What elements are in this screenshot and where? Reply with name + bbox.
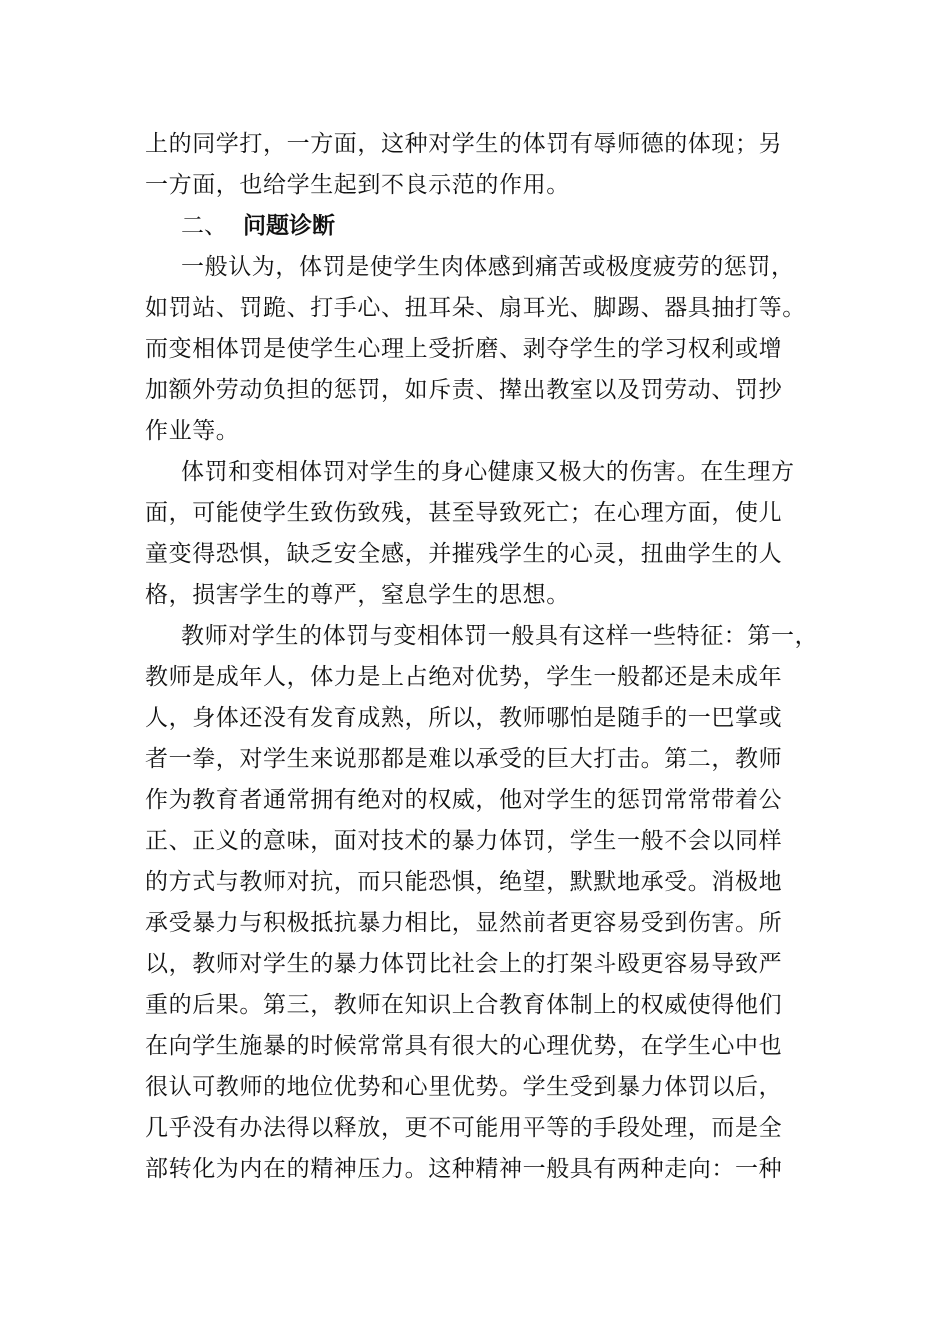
body-text-line: 加额外劳动负担的惩罚，如斥责、撵出教室以及罚劳动、罚抄 [145,377,783,403]
body-text-line: 部转化为内在的精神压力。这种精神一般具有两种走向：一种 [145,1156,783,1182]
body-text-line: 以，教师对学生的暴力体罚比社会上的打架斗殴更容易导致严 [145,951,783,977]
body-text-line: 作业等。 [145,418,240,444]
body-text-line: 几乎没有办法得以释放，更不可能用平等的手段处理，而是全 [145,1115,783,1141]
body-text-line: 童变得恐惧，缺乏安全感，并摧残学生的心灵，扭曲学生的人 [145,541,783,567]
body-text-line: 很认可教师的地位优势和心里优势。学生受到暴力体罚以后， [145,1074,783,1100]
body-text-line: 一方面，也给学生起到不良示范的作用。 [145,172,570,198]
body-text-line: 重的后果。第三，教师在知识上合教育体制上的权威使得他们 [145,992,783,1018]
body-text-line: 的方式与教师对抗，而只能恐惧，绝望，默默地承受。消极地 [145,869,783,895]
body-text-line: 如罚站、罚跪、打手心、扭耳朵、扇耳光、脚踢、器具抽打等。 [145,295,806,321]
section-heading [181,209,335,243]
body-text-line: 者一拳，对学生来说那都是难以承受的巨大打击。第二，教师 [145,746,783,772]
section-number: 二、 [181,213,227,239]
body-text-line: 上的同学打，一方面，这种对学生的体罚有辱师德的体现；另 [145,131,783,157]
section-title: 问题诊断 [243,213,335,239]
body-text-line: 作为教育者通常拥有绝对的权威，他对学生的惩罚常常带着公 [145,787,783,813]
body-text-line: 体罚和变相体罚对学生的身心健康又极大的伤害。在生理方 [181,459,795,485]
body-text-line: 正、正义的意味，面对技术的暴力体罚，学生一般不会以同样 [145,828,783,854]
body-text-line: 格，损害学生的尊严，窒息学生的思想。 [145,582,570,608]
body-text-line: 一般认为，体罚是使学生肉体感到痛苦或极度疲劳的惩罚， [181,254,795,280]
body-text-line: 人，身体还没有发育成熟，所以，教师哪怕是随手的一巴掌或 [145,705,783,731]
body-text-line: 而变相体罚是使学生心理上受折磨、剥夺学生的学习权利或增 [145,336,783,362]
body-text-line: 教师是成年人，体力是上占绝对优势，学生一般都还是未成年 [145,664,783,690]
body-text-line: 在向学生施暴的时候常常具有很大的心理优势，在学生心中也 [145,1033,783,1059]
body-text-line: 承受暴力与积极抵抗暴力相比，显然前者更容易受到伤害。所 [145,910,783,936]
body-text-line: 教师对学生的体罚与变相体罚一般具有这样一些特征：第一， [181,623,819,649]
body-text-line: 面，可能使学生致伤致残，甚至导致死亡；在心理方面，使儿 [145,500,783,526]
